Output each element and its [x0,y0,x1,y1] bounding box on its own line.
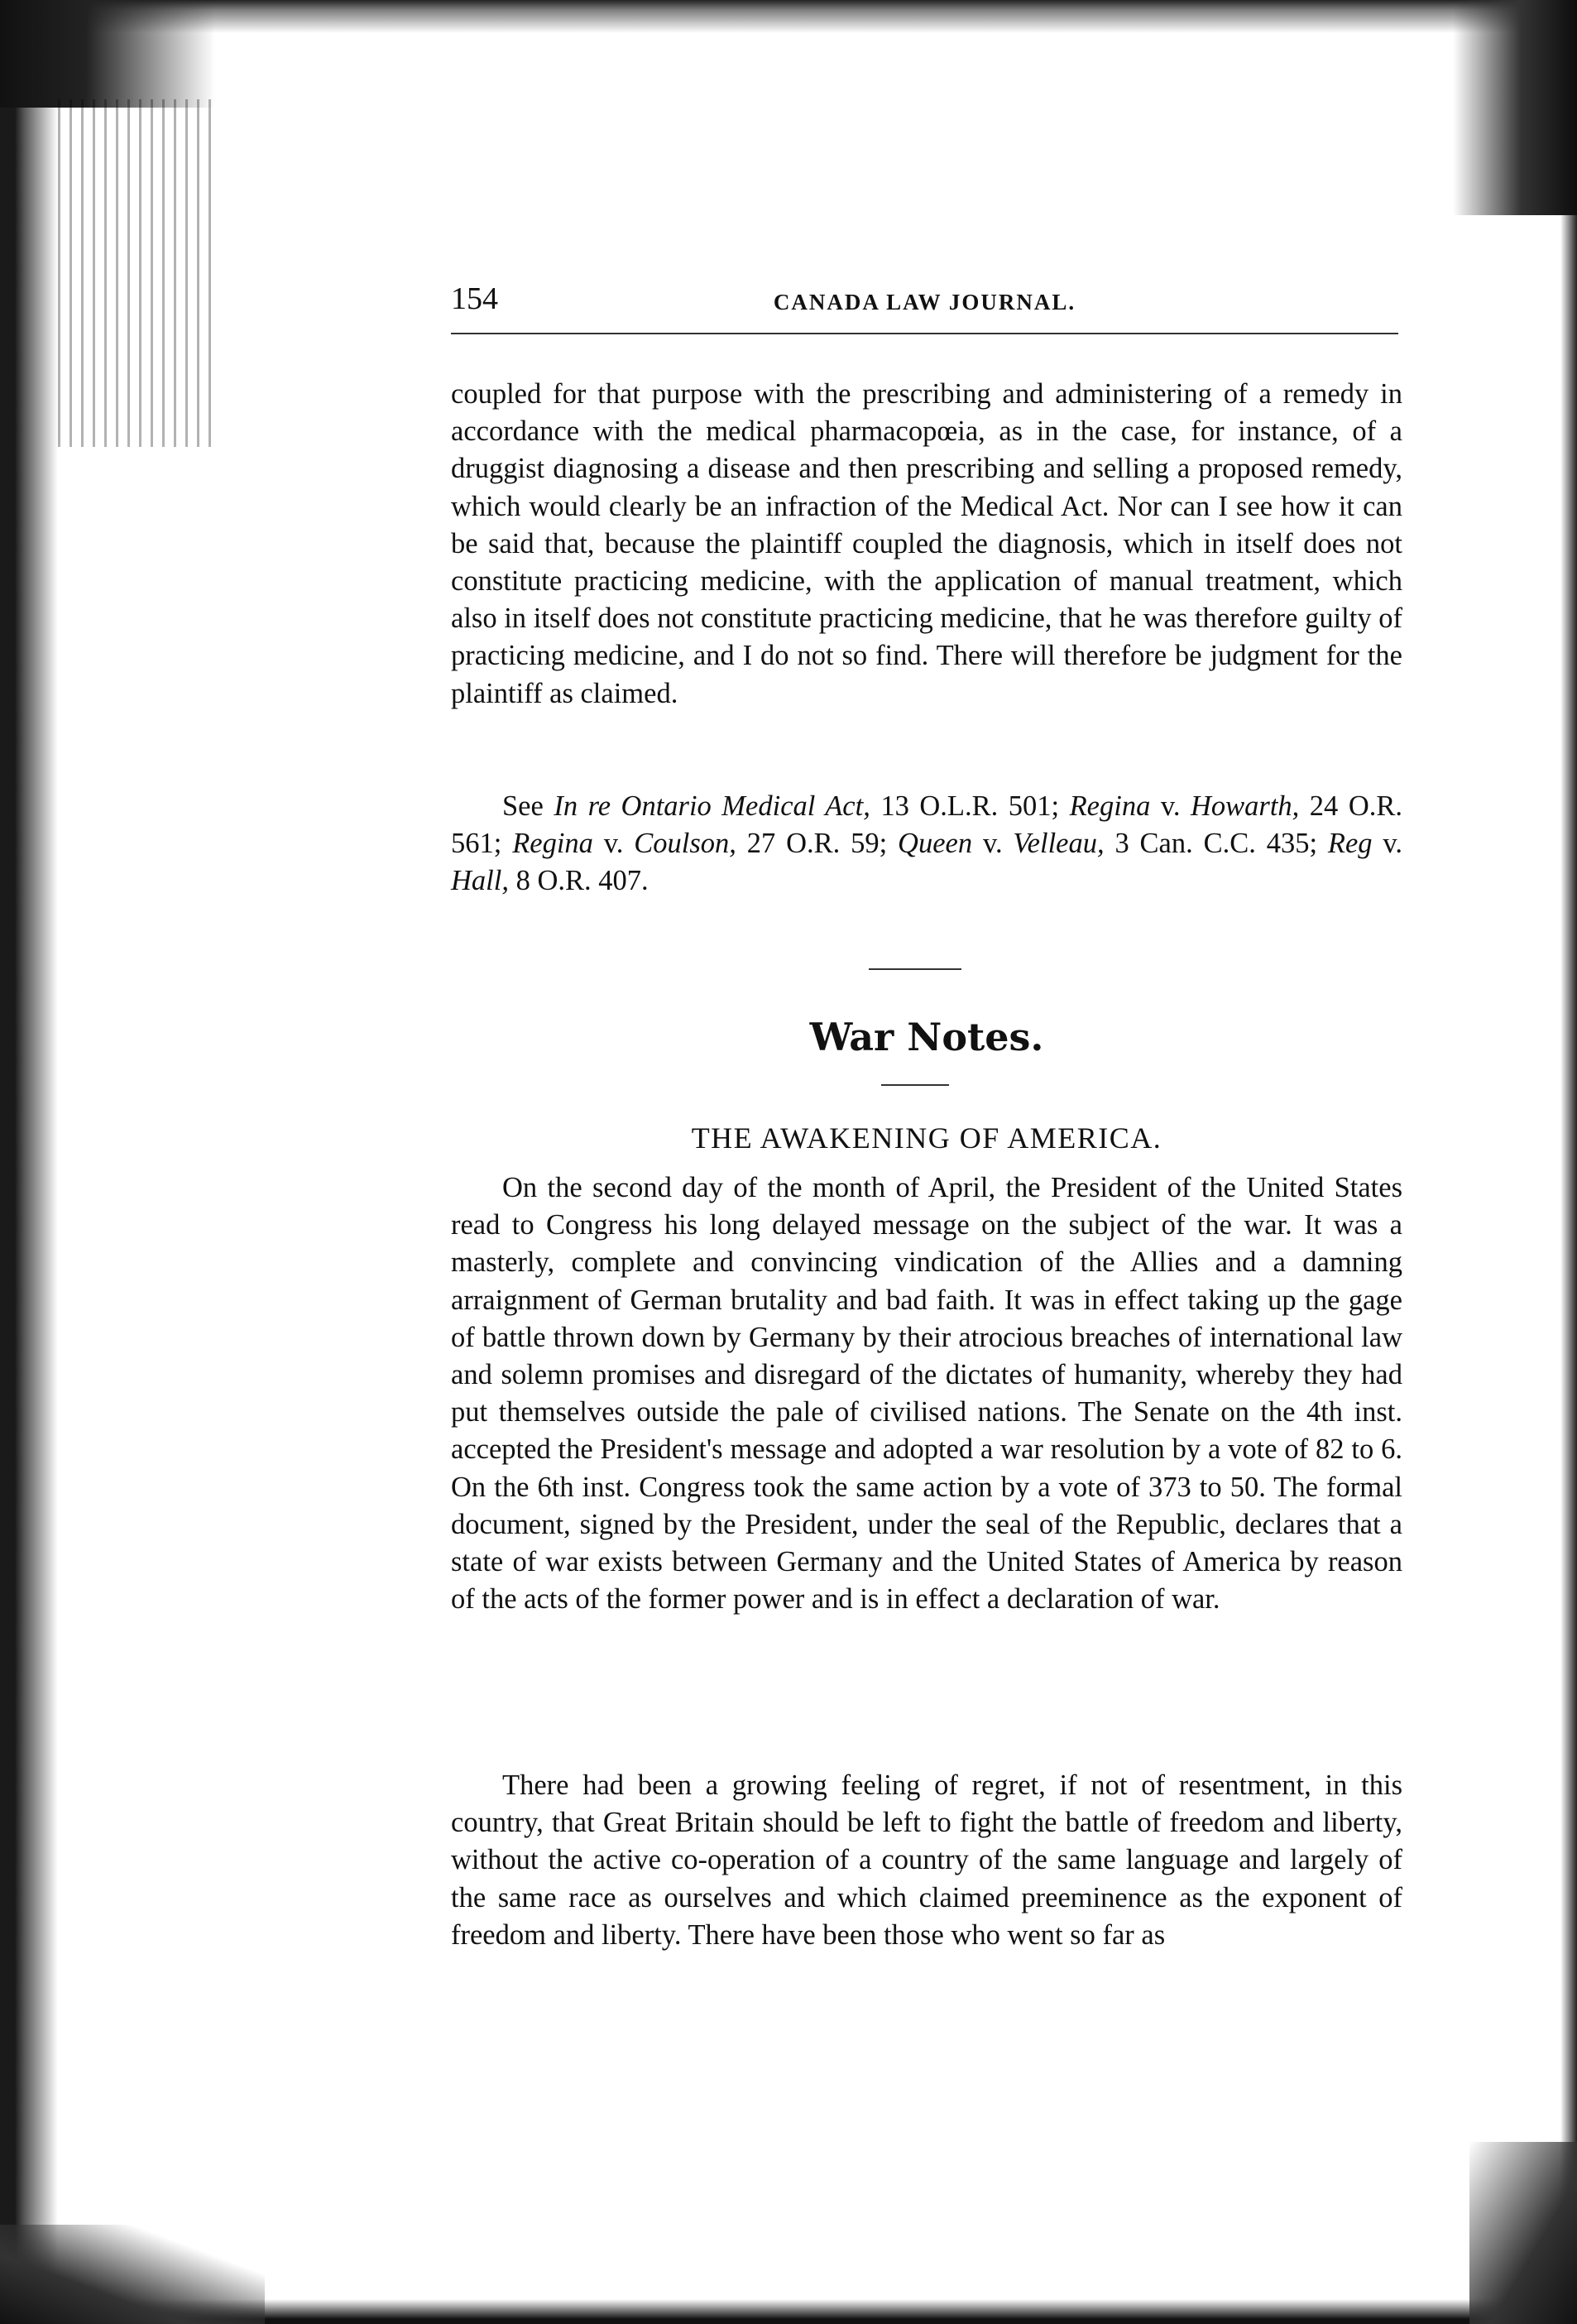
section-divider [869,968,961,970]
citation-case: Reg [1327,828,1373,860]
citation-case: In re Ontario Medical Act, [554,790,870,822]
journal-title: CANADA LAW JOURNAL. [773,290,1076,315]
citation-versus: v. [972,828,1014,860]
citation-case: Velleau, [1013,828,1105,860]
scan-edge-top [0,0,1577,33]
citation-case: Howarth, [1190,790,1300,822]
citation-case: Hall, [451,865,509,897]
scan-corner-top-right [1453,0,1577,215]
scan-edge-left [0,0,58,2324]
article-paragraph-1: On the second day of the month of April, the President of the United States read to Congress his long delayed message on the subject of the war. It was a masterly, complete and convincing vindication of the Allies and a damning arraignment of German brutality and bad faith. It was in effect taking up the gage of battle thrown down by Germany by their atrocious breaches of international law and solemn promises and disregard of the dictates of humanity, whereby they had put themselves outside the pale of civilised nations. The Senate on the 4th inst. accepted the President's message and adopted a war resolution by a vote of 82 to 6. On the 6th inst. Congress took the same action by a vote of 373 to 50. The formal document, signed by the President, under the seal of the Republic, declares that a state of war exists between Germany and the United States of America by reason of the acts of the former power and is in effect a declaration of war. [451,1172,1402,1616]
scan-edge-right [1560,0,1577,2324]
citation-reference: 13 O.L.R. 501; [870,790,1070,822]
section-heading: War Notes. [809,1015,1044,1059]
citation-case: Regina [1069,790,1151,822]
citation-paragraph [451,788,1402,900]
scan-streaks-left [58,99,215,447]
paragraph-continuation: coupled for that purpose with the prescribing and administering of a remedy in accordance with the medical pharmacopœia, as in the case, for instance, of a druggist diagnosing a disease and then prescribing and selling a proposed remedy, which would clearly be an infraction of the Medical Act. Nor can I see how it can be said that, because the plaintiff coupled the diagnosis, which in itself does not constitute practicing medicine, with the application of manual treatment, which also in itself does not constitute practicing medicine, that he was therefore guilty of practicing medicine, and I do not so find. There will therefore be judgment for the plaintiff as claimed. [451,378,1402,709]
scan-corner-top-left [0,0,215,108]
citation-reference: 27 O.R. 59; [736,828,899,860]
scan-corner-bottom-left [0,2225,265,2324]
citation-reference: 3 Can. C.C. 435; [1104,828,1328,860]
citation-versus: v. [592,828,635,860]
header-rule [451,333,1398,334]
heading-underline [881,1084,949,1086]
citation-case: Regina [512,828,593,860]
article-title: THE AWAKENING OF AMERICA. [691,1121,1162,1155]
citation-versus: v. [1150,790,1191,822]
citation-reference: 24 O.R. 561; [451,790,1402,860]
citation-case: Coulson, [634,828,736,860]
citation-reference: 8 O.R. 407. [508,865,649,897]
citation-see: See [502,790,554,822]
running-head [451,278,1398,328]
citation-versus: v. [1372,828,1402,860]
article-paragraph-2: There had been a growing feeling of regret, if not of resentment, in this country, that Great Britain should be left to fight the battle of freedom and liberty, without the active co-operation of a country of the same language and largely of the same race as ourselves and which claimed preeminence as the exponent of freedom and liberty. There have been those who went so far as [451,1769,1402,1951]
scan-corner-bottom-right [1469,2142,1577,2324]
page-number: 154 [451,281,498,316]
citation-case: Queen [898,828,973,860]
